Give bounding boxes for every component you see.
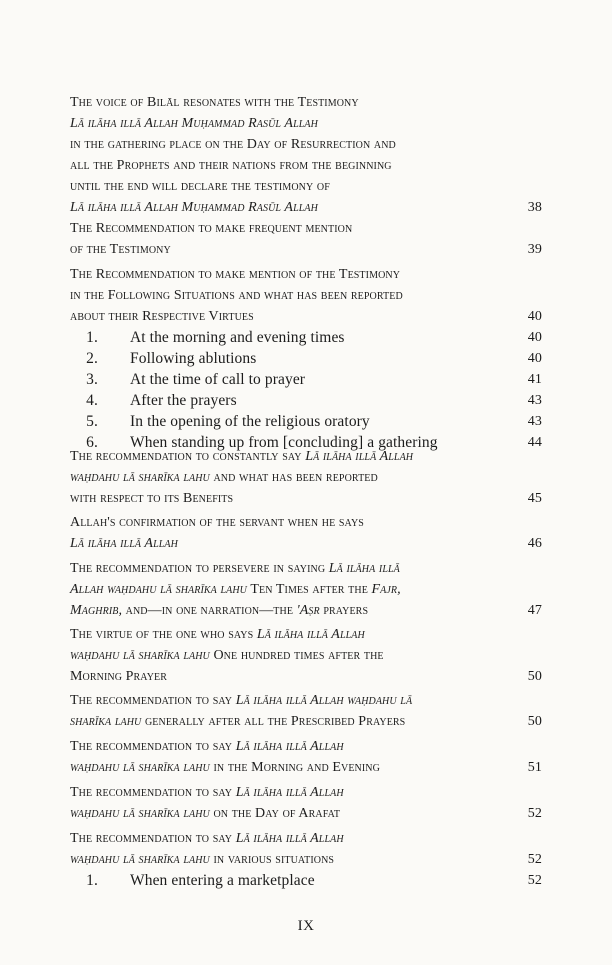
toc-entry[interactable] [70,690,542,732]
toc-subitem-number: 6. [86,434,98,451]
toc-page-number: 47 [527,603,542,618]
toc-page-number: 38 [527,200,542,215]
toc-entry-line [70,711,542,732]
toc-entry-line [70,218,542,239]
toc-entry-line [70,488,542,509]
toc-entry-title: The virtue of the one who says Lā ilāha illā Allah [70,627,365,642]
toc-entry[interactable] [70,264,542,453]
toc-entry-title: The recommendation to say Lā ilāha illā Allah [70,785,344,800]
toc-entry-title: Lā ilāha illā Allah Muḥammad Rasūl Allah [70,116,318,131]
toc-entry-title: The voice of Bilāl resonates with the Testimony [70,95,359,110]
toc-entry-line [70,113,542,134]
toc-entry-line [70,757,542,778]
toc-page-number: 40 [527,351,542,366]
toc-entry-line [70,666,542,687]
toc-subitem[interactable] [70,870,542,891]
toc-entry-title: The recommendation to say Lā ilāha illā Allah waḥdahu lā [70,693,413,708]
toc-entry-line [70,849,542,870]
toc-entry-title: in the Following Situations and what has been reported [70,288,403,303]
toc-entry-title: until the end will declare the testimony of [70,179,330,194]
toc-page-number: 40 [527,309,542,324]
toc-entry-title: waḥdahu lā sharīka lahu in various situations [70,852,335,867]
toc-entry-title: waḥdahu lā sharīka lahu and what has been reported [70,470,378,485]
toc-entry-title: Maghrib, and—in one narration—the 'Aṣr prayers [70,603,369,618]
toc-entry-title: The recommendation to constantly say Lā ilāha illā Allah [70,449,414,464]
toc-entry[interactable] [70,446,542,509]
toc-entry-line [70,690,542,711]
toc-entry[interactable] [70,218,542,260]
toc-entry-title: The Recommendation to make mention of the Testimony [70,267,401,282]
toc-entry-line [70,828,542,849]
toc-subitem-number: 2. [86,350,98,367]
toc-entry-line [70,306,542,327]
toc-entry-title: waḥdahu lā sharīka lahu in the Morning and Evening [70,760,380,775]
toc-page-number: 44 [527,435,542,450]
toc-entry-line [70,645,542,666]
toc-entry-title: Allah's confirmation of the servant when he says [70,515,364,530]
toc-page-number: 43 [527,414,542,429]
toc-entry-line [70,600,542,621]
toc-page-number: 52 [527,806,542,821]
toc-subitem-title: At the morning and evening times [130,329,345,346]
toc-subitem-title: Following ablutions [130,350,257,367]
toc-subitem-number: 5. [86,413,98,430]
toc-entry-line [70,134,542,155]
toc-entry[interactable] [70,624,542,687]
toc-subitem-number: 3. [86,371,98,388]
toc-entry-line [70,782,542,803]
toc-entry-title: The recommendation to say Lā ilāha illā Allah [70,831,344,846]
toc-subitem-title: In the opening of the religious oratory [130,413,370,430]
toc-entry-line [70,197,542,218]
toc-entry-title: Allah waḥdahu lā sharīka lahu Ten Times after the Fajr, [70,582,401,597]
toc-entry-title: Lā ilāha illā Allah [70,536,178,551]
toc-subitem[interactable] [70,369,542,390]
toc-subitem-title: At the time of call to prayer [130,371,306,388]
toc-entry-title: in the gathering place on the Day of Resurrection and [70,137,396,152]
toc-entry-line [70,579,542,600]
toc-entry-line [70,285,542,306]
toc-entry[interactable] [70,558,542,621]
toc-entry-line [70,512,542,533]
toc-entry-title: about their Respective Virtues [70,309,254,324]
toc-entry[interactable] [70,782,542,824]
toc-entry-title: all the Prophets and their nations from the beginning [70,158,392,173]
toc-subitem-number: 1. [86,329,98,346]
toc-entry-line [70,239,542,260]
toc-entry-line [70,467,542,488]
toc-entry-line [70,803,542,824]
toc-subitem[interactable] [70,390,542,411]
toc-page-number: 50 [527,669,542,684]
toc-entry-title: of the Testimony [70,242,171,257]
toc-entry-title: sharīka lahu generally after all the Prescribed Prayers [70,714,406,729]
toc-entry[interactable] [70,736,542,778]
toc-entry-line [70,264,542,285]
toc-entry-title: The recommendation to say Lā ilāha illā Allah [70,739,344,754]
toc-page-number: 52 [527,852,542,867]
toc-entry-title: The Recommendation to make frequent mention [70,221,353,236]
toc-page-number: 41 [527,372,542,387]
toc-page-number: 39 [527,242,542,257]
toc-subitem-title: After the prayers [130,392,237,409]
toc-entry-title: The recommendation to persevere in saying Lā ilāha illā [70,561,400,576]
toc-page-number: 52 [527,873,542,888]
toc-entry[interactable] [70,512,542,554]
toc-subitem[interactable] [70,327,542,348]
toc-entry-line [70,92,542,113]
toc-entry-title: Lā ilāha illā Allah Muḥammad Rasūl Allah [70,200,318,215]
toc-subitem-number: 1. [86,872,98,889]
toc-entry-title: with respect to its Benefits [70,491,234,506]
page-number: IX [297,918,315,934]
toc-entry-line [70,736,542,757]
toc-entry-title: waḥdahu lā sharīka lahu on the Day of Arafat [70,806,341,821]
toc-subitem-title: When entering a marketplace [130,872,315,889]
toc-subitem[interactable] [70,411,542,432]
toc-entry-line [70,446,542,467]
toc-entry-title: Morning Prayer [70,669,167,684]
toc-entry-line [70,533,542,554]
toc-entry-line [70,155,542,176]
toc-entry[interactable] [70,92,542,218]
toc-page-number: 46 [527,536,542,551]
toc-page-number: 45 [527,491,542,506]
toc-page-number: 40 [527,330,542,345]
toc-entry-title: waḥdahu lā sharīka lahu One hundred times after the [70,648,384,663]
toc-entry-line [70,558,542,579]
toc-page-number: 43 [527,393,542,408]
toc-entry-line [70,176,542,197]
toc-entry-line [70,624,542,645]
toc-page-number: 51 [527,760,542,775]
toc-subitem-title: When standing up from [concluding] a gathering [130,434,438,451]
toc-page-number: 50 [527,714,542,729]
toc-subitem[interactable] [70,348,542,369]
toc-entry[interactable] [70,828,542,891]
toc-subitem-number: 4. [86,392,98,409]
